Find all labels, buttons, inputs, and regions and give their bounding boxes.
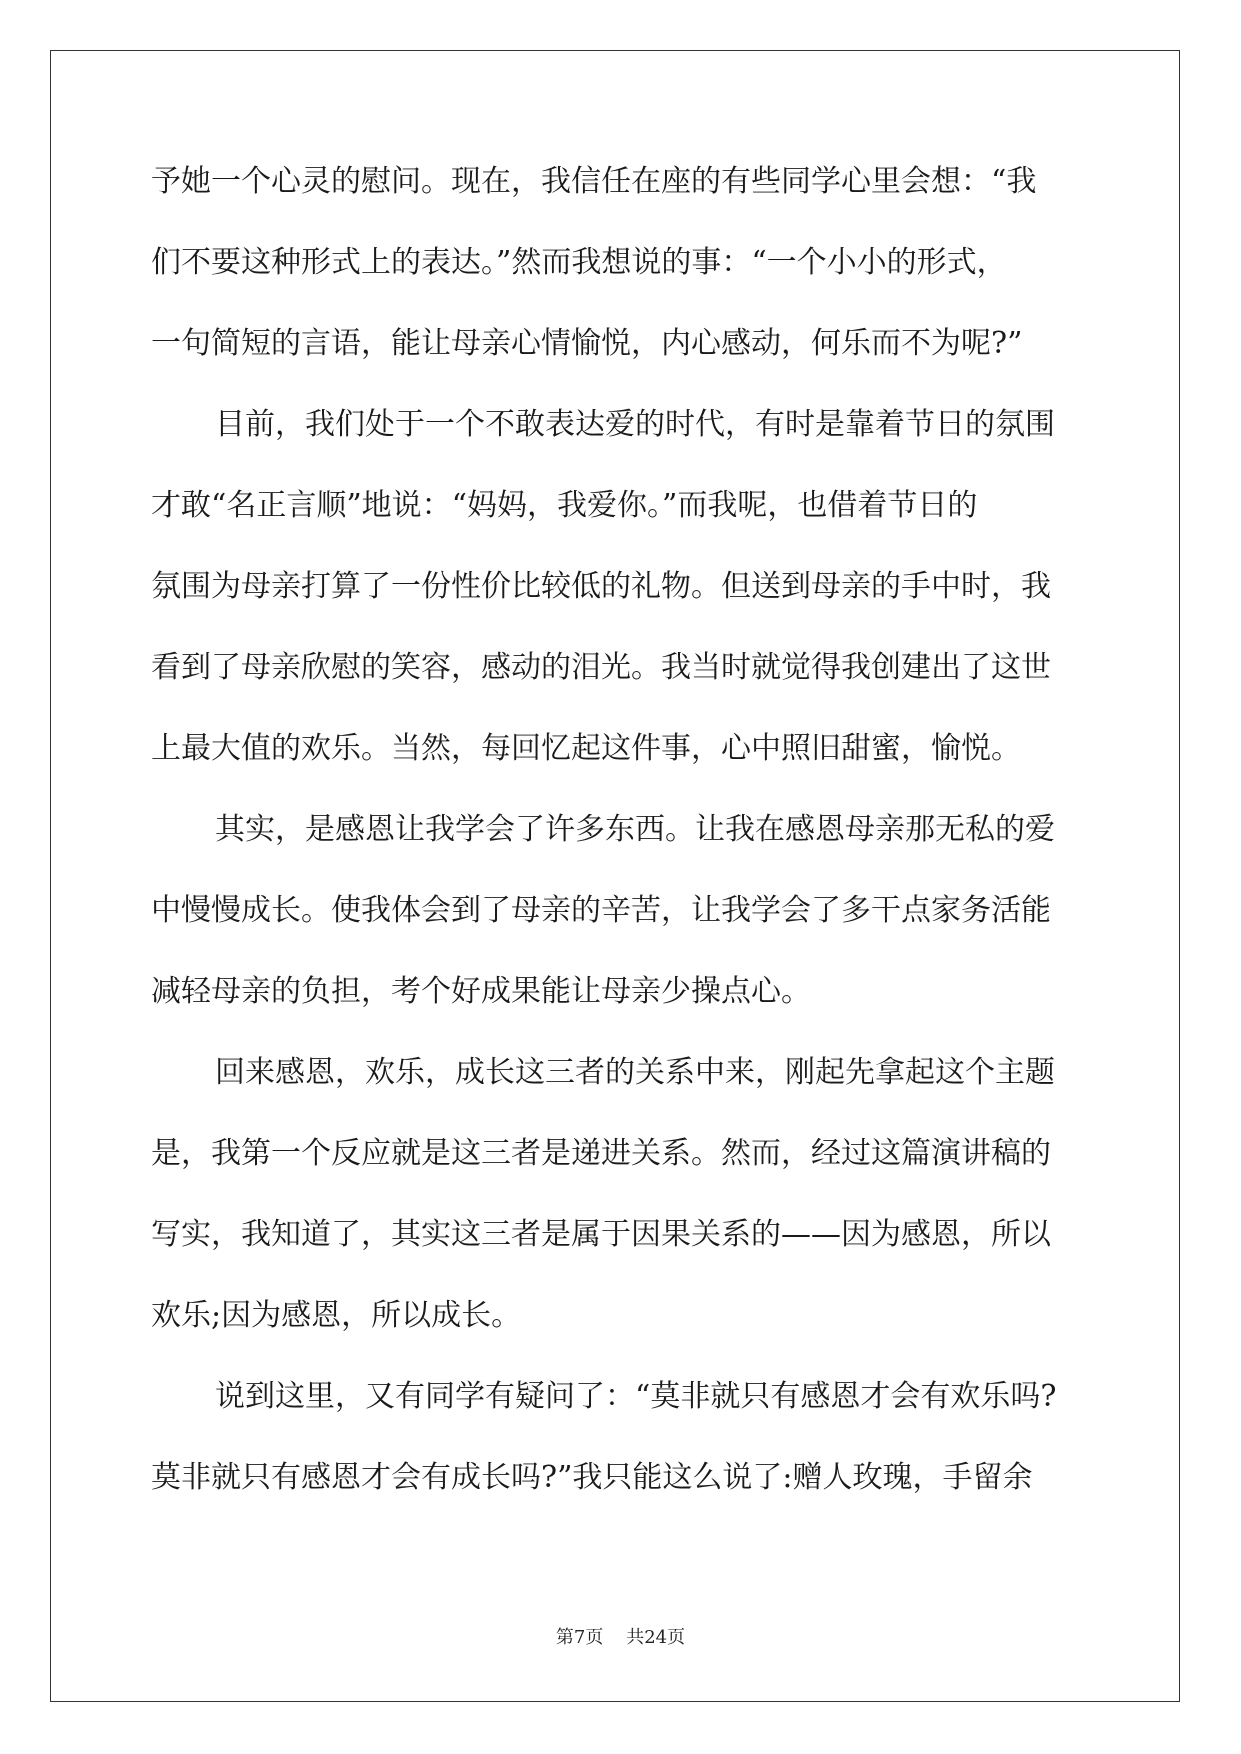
text-line: 上最大值的欢乐。当然，每回忆起这件事，心中照旧甜蜜，愉悦。 [151, 731, 1021, 766]
document-body [151, 162, 1086, 1539]
text-line: 才敢“名正言顺”地说：“妈妈，我爱你。”而我呢，也借着节日的 [151, 488, 978, 523]
text-line: 们不要这种形式上的表达。”然而我想说的事：“一个小小的形式， [151, 245, 1007, 280]
text-line: 中慢慢成长。使我体会到了母亲的辛苦，让我学会了多干点家务活能 [151, 893, 1051, 928]
paragraph-start-line: 回来感恩，欢乐，成长这三者的关系中来，刚起先拿起这个主题 [215, 1055, 1055, 1090]
text-line: 写实，我知道了，其实这三者是属于因果关系的——因为感恩，所以 [151, 1217, 1051, 1252]
text-line: 莫非就只有感恩才会有成长吗?”我只能这么说了:赠人玫瑰，手留余 [151, 1460, 1033, 1495]
paragraph-start-line: 目前，我们处于一个不敢表达爱的时代，有时是靠着节日的氛围 [215, 407, 1055, 442]
page-number-footer: 第7页 共24页 [555, 1627, 686, 1648]
text-line: 氛围为母亲打算了一份性价比较低的礼物。但送到母亲的手中时，我 [151, 569, 1051, 604]
text-line: 减轻母亲的负担，考个好成果能让母亲少操点心。 [151, 974, 811, 1009]
text-line: 是，我第一个反应就是这三者是递进关系。然而，经过这篇演讲稿的 [151, 1136, 1051, 1171]
text-line: 一句简短的言语，能让母亲心情愉悦，内心感动，何乐而不为呢?” [151, 326, 1023, 361]
paragraph-start-line: 说到这里，又有同学有疑问了：“莫非就只有感恩才会有欢乐吗? [215, 1379, 1057, 1414]
text-line: 予她一个心灵的慰问。现在，我信任在座的有些同学心里会想：“我 [151, 164, 1037, 199]
paragraph-start-line: 其实，是感恩让我学会了许多东西。让我在感恩母亲那无私的爱 [215, 812, 1055, 847]
text-line: 欢乐;因为感恩，所以成长。 [151, 1298, 522, 1333]
text-line: 看到了母亲欣慰的笑容，感动的泪光。我当时就觉得我创建出了这世 [151, 650, 1051, 685]
